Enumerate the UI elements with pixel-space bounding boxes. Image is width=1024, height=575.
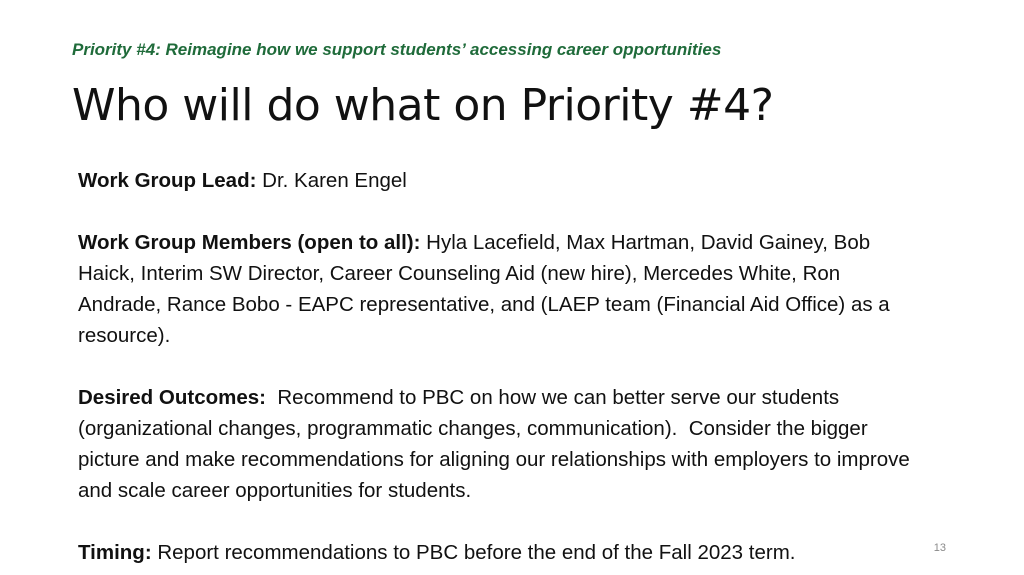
work-group-lead-text: Dr. Karen Engel — [256, 169, 407, 192]
slide-subtitle: Priority #4: Reimagine how we support students’ accessing career opportunities — [72, 40, 722, 59]
desired-outcomes-text: Recommend to PBC on how we can better serve our students (organizational changes, programmatic changes, communication). Consider the bigger picture and make recommendations for aligning our relationships with employers to improve and scale career opportunities for students. — [78, 386, 916, 502]
timing-paragraph — [78, 537, 918, 568]
timing-label: Timing: — [78, 541, 152, 564]
desired-outcomes-label: Desired Outcomes: — [78, 386, 266, 409]
timing-text: Report recommendations to PBC before the end of the Fall 2023 term. — [151, 541, 796, 564]
work-group-lead-label: Work Group Lead: — [78, 169, 257, 192]
work-group-members-label: Work Group Members (open to all): — [78, 231, 421, 254]
page-number: 13 — [933, 542, 946, 554]
work-group-members-paragraph — [78, 227, 918, 351]
desired-outcomes-paragraph — [78, 382, 918, 506]
slide-body — [78, 165, 918, 568]
slide-title: Who will do what on Priority #4? — [72, 80, 774, 131]
work-group-lead-paragraph — [78, 165, 918, 196]
work-group-members-text: Hyla Lacefield, Max Hartman, David Gainey, Bob Haick, Interim SW Director, Career Counseling Aid (new hire), Mercedes White, Ron Andrade, Rance Bobo - EAPC representative, and (LAEP team (Financial Aid Office) as a resource). — [78, 231, 890, 347]
